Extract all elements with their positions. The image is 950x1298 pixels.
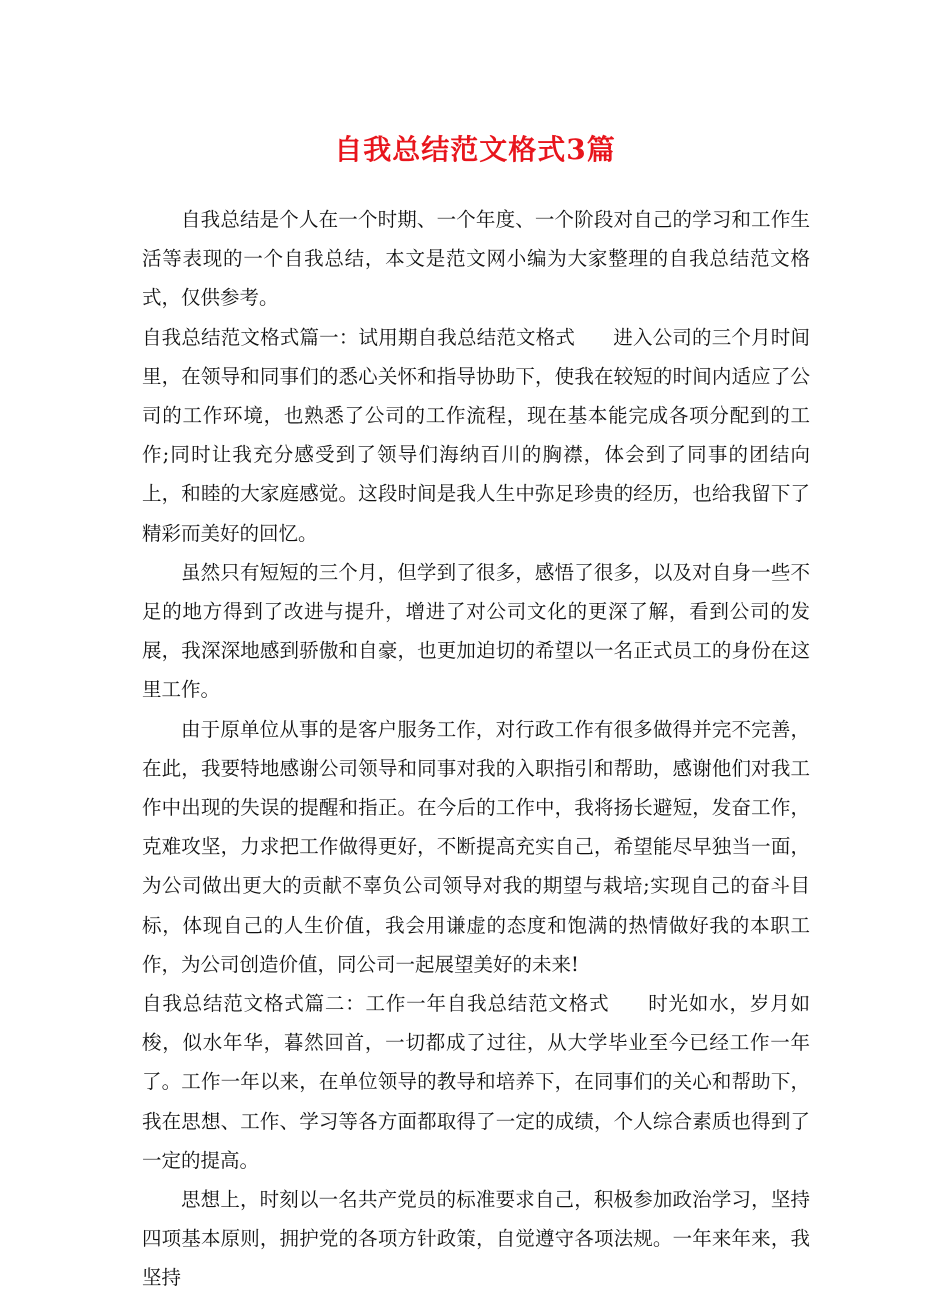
section1-paragraph — [142, 318, 810, 553]
section1-paragraph-2: 虽然只有短短的三个月，但学到了很多，感悟了很多，以及对自身一些不足的地方得到了改进与提升，增进了对公司文化的更深了解，看到公司的发展，我深深地感到骄傲和自豪，也更加迫切的希望以一名正式员工的身份在这里工作。 — [142, 560, 810, 702]
section2-text: 时光如水，岁月如梭，似水年华，暮然回首，一切都成了过往，从大学毕业至今已经工作一年了。工作一年以来，在单位领导的教导和培养下，在同事们的关心和帮助下，我在思想、工作、学习等各方面都取得了一定的成绩，个人综合素质也得到了一定的提高。 — [142, 992, 810, 1172]
document-title: 自我总结范文格式3篇 — [334, 133, 616, 166]
section2-paragraph — [142, 984, 810, 1180]
document-body — [142, 200, 810, 1298]
section2-heading: 自我总结范文格式篇二：工作一年自我总结范文格式 — [142, 992, 610, 1016]
section1-paragraph-3: 由于原单位从事的是客户服务工作，对行政工作有很多做得并完不完善，在此，我要特地感谢公司领导和同事对我的入职指引和帮助，感谢他们对我工作中出现的失误的提醒和指正。在今后的工作中，我将扬长避短，发奋工作，克难攻坚，力求把工作做得更好，不断提高充实自己，希望能尽早独当一面，为公司做出更大的贡献不辜负公司领导对我的期望与栽培;实现自己的奋斗目标，体现自己的人生价值，我会用谦虚的态度和饱满的热情做好我的本职工作，为公司创造价值，同公司一起展望美好的未来! — [142, 717, 810, 976]
section2-paragraph-2: 思想上，时刻以一名共产党员的标准要求自己，积极参加政治学习，坚持四项基本原则，拥护党的各项方针政策，自觉遵守各项法规。一年来年来，我坚持 — [142, 1188, 810, 1290]
section1-heading: 自我总结范文格式篇一：试用期自我总结范文格式 — [142, 325, 576, 349]
section1-text: 进入公司的三个月时间里，在领导和同事们的悉心关怀和指导协助下，使我在较短的时间内适应了公司的工作环境，也熟悉了公司的工作流程，现在基本能完成各项分配到的工作;同时让我充分感受到了领导们海纳百川的胸襟，体会到了同事的团结向上，和睦的大家庭感觉。这段时间是我人生中弥足珍贵的经历，也给我留下了精彩而美好的回忆。 — [142, 325, 810, 545]
intro-paragraph: 自我总结是个人在一个时期、一个年度、一个阶段对自己的学习和工作生活等表现的一个自我总结，本文是范文网小编为大家整理的自我总结范文格式，仅供参考。 — [142, 208, 810, 310]
